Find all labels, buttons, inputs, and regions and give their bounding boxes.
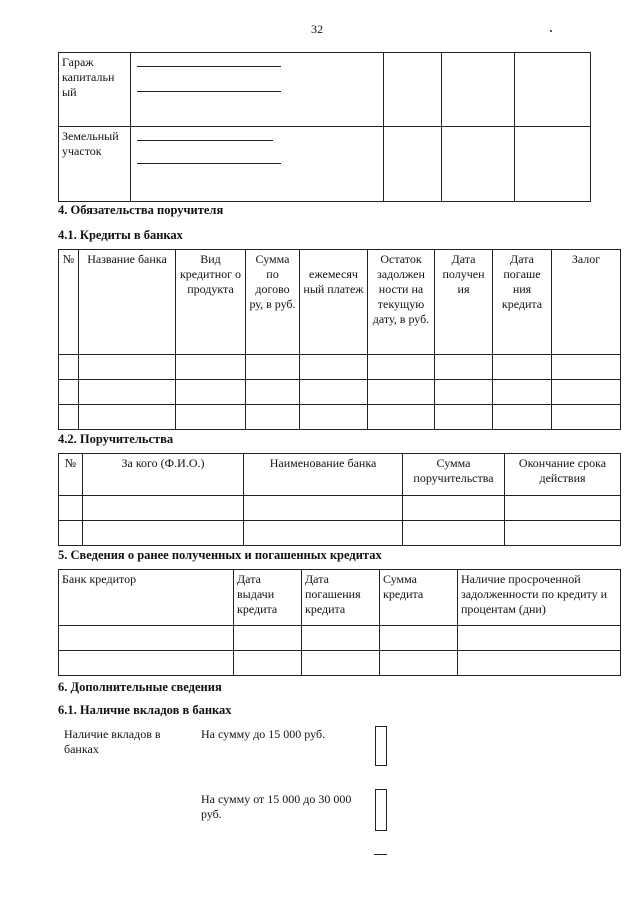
input-cell[interactable] [435, 380, 493, 405]
input-cell[interactable] [244, 521, 403, 546]
input-cell[interactable] [59, 651, 234, 676]
table-row [59, 626, 621, 651]
input-cell[interactable] [435, 405, 493, 430]
input-cell[interactable] [403, 496, 505, 521]
table-row [59, 496, 621, 521]
input-cell[interactable] [79, 355, 176, 380]
deposit-option-checkbox[interactable] [375, 789, 387, 831]
input-cell[interactable] [552, 405, 621, 430]
input-cell[interactable] [302, 626, 380, 651]
input-cell[interactable] [493, 380, 552, 405]
input-cell[interactable] [368, 355, 435, 380]
input-cell[interactable] [234, 626, 302, 651]
table-row [59, 521, 621, 546]
col-header: ежемесяч ный платеж [300, 250, 368, 355]
input-cell[interactable] [403, 521, 505, 546]
deposits-label: Наличие вкладов в банках [64, 727, 161, 756]
input-cell[interactable] [176, 355, 246, 380]
previous-loans-table [58, 569, 621, 676]
property-label-land: Земельный участок [59, 127, 131, 202]
table-row [59, 380, 621, 405]
input-cell[interactable] [83, 521, 244, 546]
col-header: Вид кредитног о продукта [176, 250, 246, 355]
deposit-option-label: На сумму до 15 000 руб. [201, 727, 326, 741]
col-header: № [59, 250, 79, 355]
fill-line [137, 91, 281, 92]
input-cell[interactable] [458, 626, 621, 651]
input-cell[interactable] [234, 651, 302, 676]
col-header: Дата погашения кредита [302, 570, 380, 626]
input-cell[interactable] [59, 355, 79, 380]
table-header-row [59, 454, 621, 496]
table-row [59, 405, 621, 430]
input-cell[interactable] [300, 355, 368, 380]
input-cell[interactable] [300, 380, 368, 405]
table-header-row [59, 250, 621, 355]
input-cell[interactable] [442, 53, 515, 127]
col-header: Залог [552, 250, 621, 355]
input-cell[interactable] [79, 380, 176, 405]
fill-line [137, 140, 273, 141]
col-header: Окончание срока действия [505, 454, 621, 496]
input-cell[interactable] [176, 380, 246, 405]
input-cell[interactable] [131, 127, 384, 202]
input-cell[interactable] [246, 355, 300, 380]
col-header: Банк кредитор [59, 570, 234, 626]
input-cell[interactable] [244, 496, 403, 521]
input-cell[interactable] [79, 405, 176, 430]
input-cell[interactable] [59, 380, 79, 405]
table-row [59, 53, 591, 127]
input-cell[interactable] [131, 53, 384, 127]
input-cell[interactable] [59, 496, 83, 521]
input-cell[interactable] [493, 355, 552, 380]
deposit-option-checkbox[interactable] [375, 726, 387, 766]
input-cell[interactable] [384, 127, 442, 202]
input-cell[interactable] [505, 496, 621, 521]
guarantees-table [58, 453, 621, 546]
input-cell[interactable] [493, 405, 552, 430]
col-header: Наименование банка [244, 454, 403, 496]
col-header: Наличие просроченной задолженности по кредиту и процентам (дни) [458, 570, 621, 626]
input-cell[interactable] [368, 405, 435, 430]
input-cell[interactable] [302, 651, 380, 676]
col-header: Дата выдачи кредита [234, 570, 302, 626]
col-header: За кого (Ф.И.О.) [83, 454, 244, 496]
col-header: Сумма по догово ру, в руб. [246, 250, 300, 355]
table-header-row [59, 570, 621, 626]
table-row [59, 651, 621, 676]
bank-loans-table [58, 249, 621, 430]
col-header: Название банка [79, 250, 176, 355]
section-6-title: 6. Дополнительные сведения [58, 680, 222, 694]
section-4-2-title: 4.2. Поручительства [58, 432, 174, 446]
property-label-garage: Гараж капитальн ый [59, 53, 131, 127]
input-cell[interactable] [59, 405, 79, 430]
input-cell[interactable] [515, 53, 591, 127]
input-cell[interactable] [442, 127, 515, 202]
input-cell[interactable] [458, 651, 621, 676]
section-6-1-title: 6.1. Наличие вкладов в банках [58, 703, 232, 717]
input-cell[interactable] [380, 651, 458, 676]
input-cell[interactable] [59, 626, 234, 651]
deposit-option-label: На сумму от 15 000 до 30 000 руб. [201, 792, 352, 821]
property-table [58, 52, 591, 202]
col-header: Дата погаше ния кредита [493, 250, 552, 355]
input-cell[interactable] [505, 521, 621, 546]
col-header: Дата получен ия [435, 250, 493, 355]
input-cell[interactable] [176, 405, 246, 430]
input-cell[interactable] [380, 626, 458, 651]
page-number: 32 [311, 22, 323, 36]
section-5-title: 5. Сведения о ранее полученных и погашенных кредитах [58, 548, 382, 562]
col-header: Сумма поручительства [403, 454, 505, 496]
input-cell[interactable] [552, 355, 621, 380]
input-cell[interactable] [83, 496, 244, 521]
input-cell[interactable] [368, 380, 435, 405]
section-4-title: 4. Обязательства поручителя [58, 203, 224, 217]
input-cell[interactable] [246, 380, 300, 405]
col-header: № [59, 454, 83, 496]
input-cell[interactable] [384, 53, 442, 127]
col-header: Сумма кредита [380, 570, 458, 626]
fill-line [137, 163, 281, 164]
input-cell[interactable] [59, 521, 83, 546]
scan-speck [550, 30, 552, 32]
section-4-1-title: 4.1. Кредиты в банках [58, 228, 183, 242]
checkbox-bottom-line [374, 854, 387, 855]
col-header: Остаток задолжен ности на текущую дату, в руб. [368, 250, 435, 355]
input-cell[interactable] [300, 405, 368, 430]
fill-line [137, 66, 281, 67]
table-row [59, 127, 591, 202]
table-row [59, 355, 621, 380]
input-cell[interactable] [515, 127, 591, 202]
input-cell[interactable] [552, 380, 621, 405]
input-cell[interactable] [435, 355, 493, 380]
input-cell[interactable] [246, 405, 300, 430]
